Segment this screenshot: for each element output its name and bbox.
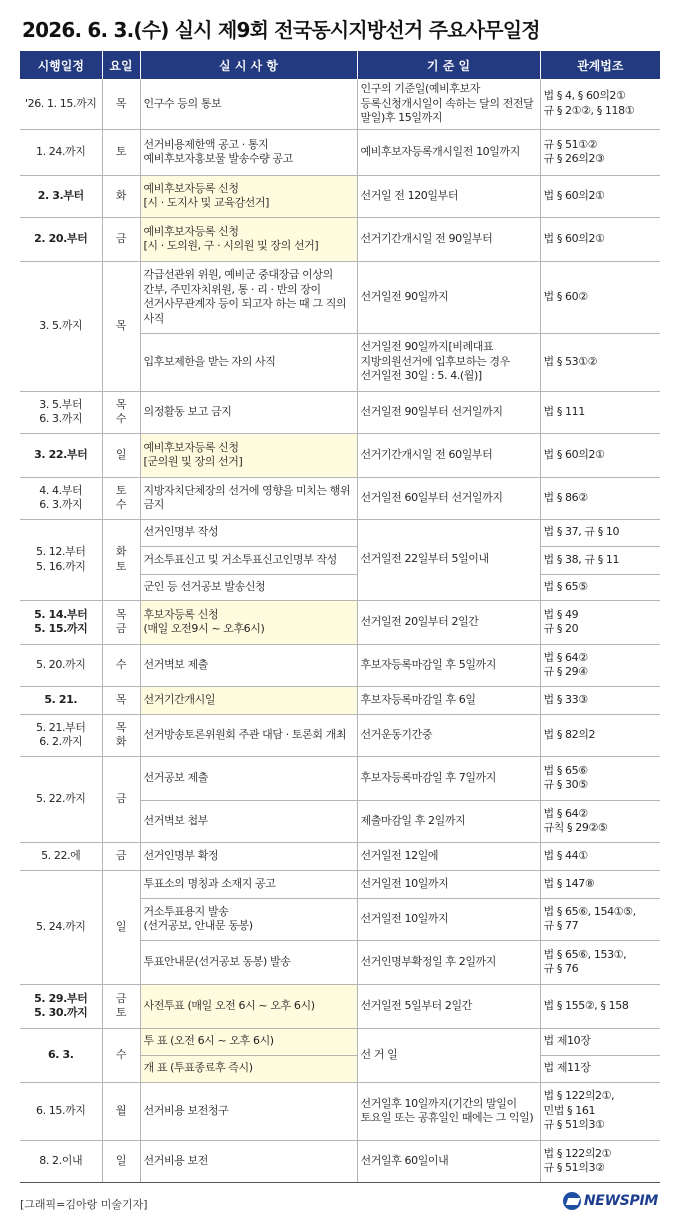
table-row (20, 217, 660, 261)
table-row (20, 600, 660, 644)
basis-cell: 인구의 기준일(예비후보자 등록신청개시일이 속하는 달의 전전달 말일)후 15일까지 (357, 79, 540, 129)
page-title: 2026. 6. 3.(수) 실시 제9회 전국동시지방선거 주요사무일정 (22, 18, 540, 42)
law-cell: 법 § 65⑥, 154①⑤, 규 § 77 (540, 898, 660, 940)
action-cell: 사전투표 (매일 오전 6시 ~ 오후 6시) (140, 984, 357, 1028)
table-row (20, 1082, 660, 1140)
day-cell: 금 (102, 756, 140, 842)
header-action: 실 시 사 항 (140, 51, 357, 79)
law-cell: 법 § 44① (540, 842, 660, 870)
basis-cell: 선거일전 60일부터 선거일까지 (357, 477, 540, 519)
day-cell: 목 (102, 686, 140, 714)
action-cell: 거소투표신고 및 거소투표신고인명부 작성 (140, 546, 357, 574)
day-cell: 목 (102, 79, 140, 129)
date-cell: 4. 4.부터 6. 3.까지 (20, 477, 102, 519)
table-row (20, 842, 660, 870)
table-row (20, 261, 660, 333)
action-cell: 선거벽보 제출 (140, 644, 357, 686)
law-cell: 법 § 86② (540, 477, 660, 519)
basis-cell: 선거일전 22일부터 5일이내 (357, 519, 540, 600)
date-cell: '26. 1. 15.까지 (20, 79, 102, 129)
day-cell: 목 (102, 261, 140, 391)
newspim-logo (563, 1192, 658, 1210)
basis-cell: 선거일전 90일까지 (357, 261, 540, 333)
law-cell: 법 § 111 (540, 391, 660, 433)
date-cell: 8. 2.이내 (20, 1140, 102, 1182)
date-cell: 6. 3. (20, 1028, 102, 1082)
day-cell: 화 토 (102, 519, 140, 600)
header-day: 요일 (102, 51, 140, 79)
action-cell: 선거방송토론위원회 주관 대담 · 토론회 개최 (140, 714, 357, 756)
action-cell: 투표안내문(선거공보 동봉) 발송 (140, 940, 357, 984)
action-cell: 선거비용제한액 공고 · 통지 예비후보자홍보물 발송수량 공고 (140, 129, 357, 175)
date-cell: 5. 21.부터 6. 2.까지 (20, 714, 102, 756)
day-cell: 목 화 (102, 714, 140, 756)
basis-cell: 선거일전 10일까지 (357, 898, 540, 940)
table-row (20, 644, 660, 686)
action-cell: 선거기간개시일 (140, 686, 357, 714)
action-cell: 선거인명부 작성 (140, 519, 357, 546)
basis-cell: 선거일전 90일까지[비례대표 지방의원선거에 입후보하는 경우 선거일전 30일 : 5. 4.(월)] (357, 333, 540, 391)
action-cell: 입후보제한을 받는 자의 사직 (140, 333, 357, 391)
date-cell: 5. 14.부터 5. 15.까지 (20, 600, 102, 644)
law-cell: 법 § 60의2① (540, 217, 660, 261)
day-cell: 월 (102, 1082, 140, 1140)
table-row (20, 714, 660, 756)
law-cell: 법 § 33③ (540, 686, 660, 714)
day-cell: 수 (102, 644, 140, 686)
law-cell: 법 § 82의2 (540, 714, 660, 756)
action-cell: 군인 등 선거공보 발송신청 (140, 574, 357, 600)
action-cell: 선거비용 보전청구 (140, 1082, 357, 1140)
date-cell: 1. 24.까지 (20, 129, 102, 175)
action-cell: 선거인명부 확정 (140, 842, 357, 870)
header-row (20, 51, 660, 79)
date-cell: 3. 5.까지 (20, 261, 102, 391)
day-cell: 목 금 (102, 600, 140, 644)
action-cell: 선거공보 제출 (140, 756, 357, 800)
newspim-logo-icon (563, 1192, 581, 1210)
day-cell: 금 토 (102, 984, 140, 1028)
day-cell: 일 (102, 433, 140, 477)
date-cell: 5. 29.부터 5. 30.까지 (20, 984, 102, 1028)
action-cell: 후보자등록 신청 (매일 오전9시 ~ 오후6시) (140, 600, 357, 644)
schedule-table (20, 51, 660, 1183)
date-cell: 3. 5.부터 6. 3.까지 (20, 391, 102, 433)
law-cell: 법 제10장 (540, 1028, 660, 1055)
table-row (20, 477, 660, 519)
table-row (20, 391, 660, 433)
graphic-credit: [그래픽=김아랑 미술기자] (20, 1198, 148, 1211)
date-cell: 5. 20.까지 (20, 644, 102, 686)
law-cell: 법 § 4, § 60의2① 규 § 2①②, § 118① (540, 79, 660, 129)
basis-cell: 예비후보자등록개시일전 10일까지 (357, 129, 540, 175)
basis-cell: 후보자등록마감일 후 5일까지 (357, 644, 540, 686)
law-cell: 법 § 155②, § 158 (540, 984, 660, 1028)
action-cell: 예비후보자등록 신청 [시 · 도지사 및 교육감선거] (140, 175, 357, 217)
action-cell: 선거벽보 첩부 (140, 800, 357, 842)
date-cell: 3. 22.부터 (20, 433, 102, 477)
table-row (20, 433, 660, 477)
table-row (20, 129, 660, 175)
basis-cell: 제출마감일 후 2일까지 (357, 800, 540, 842)
day-cell: 수 (102, 1028, 140, 1082)
day-cell: 토 수 (102, 477, 140, 519)
action-cell: 투표소의 명칭과 소재지 공고 (140, 870, 357, 898)
day-cell: 금 (102, 842, 140, 870)
table-row (20, 984, 660, 1028)
law-cell: 법 § 65⑥, 153①, 규 § 76 (540, 940, 660, 984)
basis-cell: 선거일전 20일부터 2일간 (357, 600, 540, 644)
header-date: 시행일정 (20, 51, 102, 79)
action-cell: 개 표 (투표종료후 즉시) (140, 1055, 357, 1082)
basis-cell: 선거일전 12일에 (357, 842, 540, 870)
date-cell: 2. 3.부터 (20, 175, 102, 217)
basis-cell: 선거일전 10일까지 (357, 870, 540, 898)
day-cell: 일 (102, 870, 140, 984)
day-cell: 목 수 (102, 391, 140, 433)
law-cell: 규 § 51①② 규 § 26의2③ (540, 129, 660, 175)
law-cell: 법 § 64② 규칙 § 29②⑤ (540, 800, 660, 842)
law-cell: 법 § 49 규 § 20 (540, 600, 660, 644)
law-cell: 법 § 53①② (540, 333, 660, 391)
newspim-logo-text: NEWSPIM (583, 1193, 658, 1209)
action-cell: 각급선관위 위원, 예비군 중대장급 이상의 간부, 주민자치위원, 통 · 리 · 반의 장이 선거사무관계자 등이 되고자 하는 때 그 직의 사직 (140, 261, 357, 333)
header-law: 관계법조 (540, 51, 660, 79)
law-cell: 법 제11장 (540, 1055, 660, 1082)
law-cell: 법 § 60의2① (540, 175, 660, 217)
basis-cell: 선거인명부확정일 후 2일까지 (357, 940, 540, 984)
action-cell: 예비후보자등록 신청 [군의원 및 장의 선거] (140, 433, 357, 477)
day-cell: 화 (102, 175, 140, 217)
date-cell: 5. 22.까지 (20, 756, 102, 842)
action-cell: 예비후보자등록 신청 [시 · 도의원, 구 · 시의원 및 장의 선거] (140, 217, 357, 261)
action-cell: 지방자치단체장의 선거에 영향을 미치는 행위 금지 (140, 477, 357, 519)
basis-cell: 선거일후 10일까지(기간의 말일이 토요일 또는 공휴일인 때에는 그 익일) (357, 1082, 540, 1140)
law-cell: 법 § 65⑥ 규 § 30⑤ (540, 756, 660, 800)
basis-cell: 후보자등록마감일 후 7일까지 (357, 756, 540, 800)
date-cell: 6. 15.까지 (20, 1082, 102, 1140)
day-cell: 일 (102, 1140, 140, 1182)
law-cell: 법 § 64② 규 § 29④ (540, 644, 660, 686)
basis-cell: 선거일전 5일부터 2일간 (357, 984, 540, 1028)
basis-cell: 후보자등록마감일 후 6일 (357, 686, 540, 714)
basis-cell: 선거일후 60일이내 (357, 1140, 540, 1182)
basis-cell: 선 거 일 (357, 1028, 540, 1082)
date-cell: 5. 12.부터 5. 16.까지 (20, 519, 102, 600)
action-cell: 선거비용 보전 (140, 1140, 357, 1182)
law-cell: 법 § 122의2① 규 § 51의3② (540, 1140, 660, 1182)
table-row (20, 175, 660, 217)
basis-cell: 선거기간개시일 전 90일부터 (357, 217, 540, 261)
table-row (20, 870, 660, 898)
law-cell: 법 § 37, 규 § 10 (540, 519, 660, 546)
table-row (20, 1140, 660, 1182)
table-row (20, 519, 660, 546)
basis-cell: 선거기간개시일 전 60일부터 (357, 433, 540, 477)
law-cell: 법 § 38, 규 § 11 (540, 546, 660, 574)
law-cell: 법 § 60② (540, 261, 660, 333)
action-cell: 투 표 (오전 6시 ~ 오후 6시) (140, 1028, 357, 1055)
table-row (20, 756, 660, 800)
day-cell: 금 (102, 217, 140, 261)
basis-cell: 선거일전 90일부터 선거일까지 (357, 391, 540, 433)
law-cell: 법 § 60의2① (540, 433, 660, 477)
table-row (20, 1028, 660, 1055)
law-cell: 법 § 147⑧ (540, 870, 660, 898)
basis-cell: 선거일 전 120일부터 (357, 175, 540, 217)
table-row (20, 79, 660, 129)
header-basis: 기 준 일 (357, 51, 540, 79)
table-row (20, 686, 660, 714)
law-cell: 법 § 65⑤ (540, 574, 660, 600)
action-cell: 거소투표용지 발송 (선거공보, 안내문 동봉) (140, 898, 357, 940)
law-cell: 법 § 122의2①, 민법 § 161 규 § 51의3① (540, 1082, 660, 1140)
basis-cell: 선거운동기간중 (357, 714, 540, 756)
date-cell: 2. 20.부터 (20, 217, 102, 261)
date-cell: 5. 21. (20, 686, 102, 714)
date-cell: 5. 22.에 (20, 842, 102, 870)
action-cell: 의정활동 보고 금지 (140, 391, 357, 433)
action-cell: 인구수 등의 통보 (140, 79, 357, 129)
day-cell: 토 (102, 129, 140, 175)
date-cell: 5. 24.까지 (20, 870, 102, 984)
